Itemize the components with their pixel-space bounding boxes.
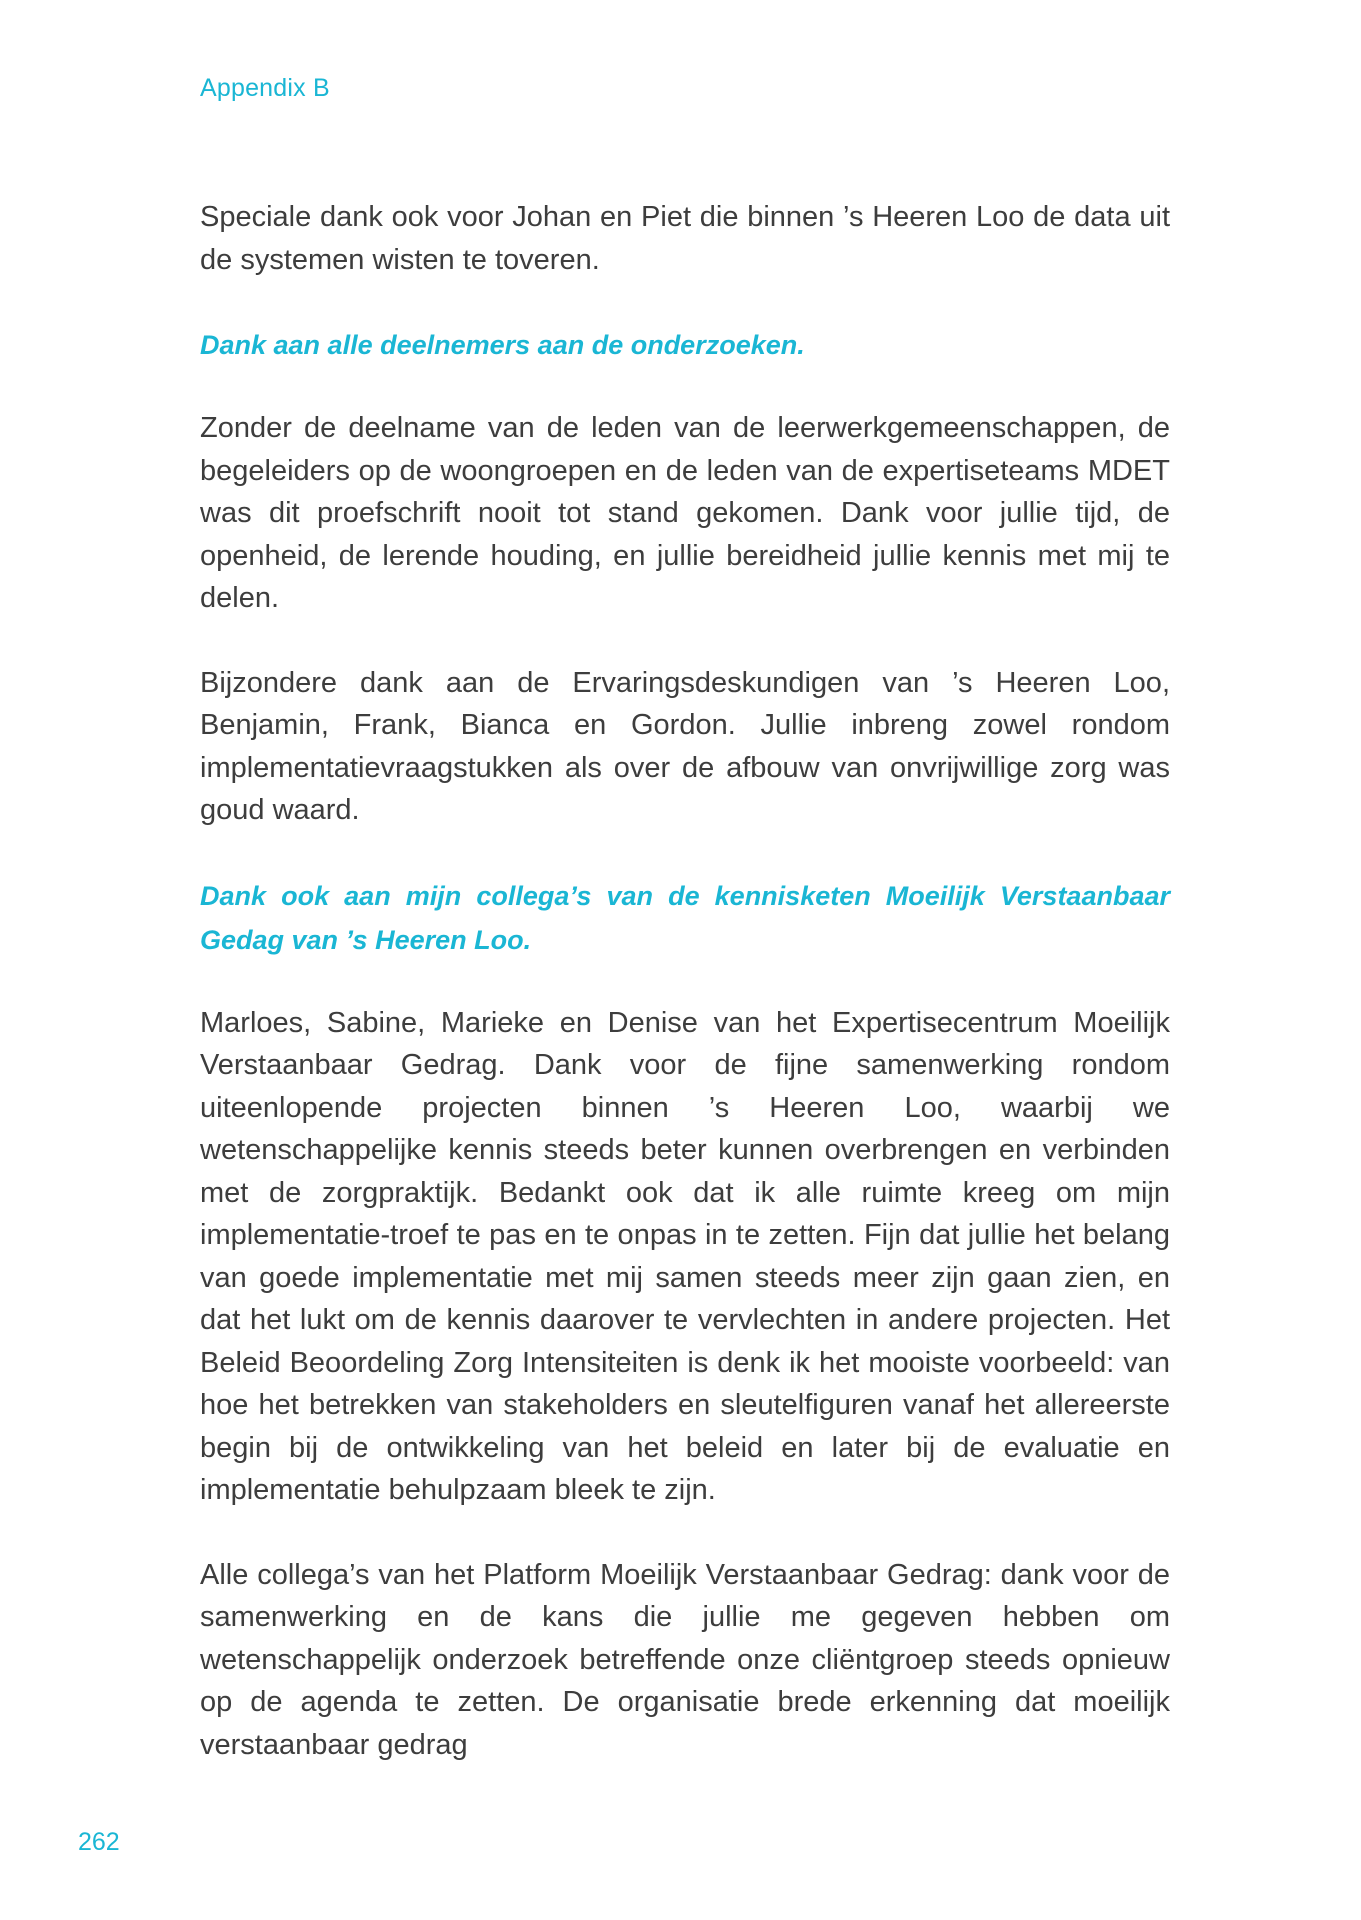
page-number: 262 [78, 1828, 120, 1856]
section-heading-colleagues: Dank ook aan mijn collega’s van de kennisketen Moeilijk Verstaanbaar Gedag van ’s Heeren Loo. [200, 880, 1170, 955]
paragraph-participants: Zonder de deelname van de leden van de leerwerkgemeenschappen, de begeleiders op de woongroepen en de leden van de expertiseteams MDET was dit proefschrift nooit tot stand gekomen. Dank voor jullie tijd, de openheid, de lerende houding, en jullie bereidheid jullie kennis met mij te delen. [200, 412, 1170, 614]
running-header: Appendix B [200, 74, 330, 102]
paragraph-thanks-johan-piet: Speciale dank ook voor Johan en Piet die binnen ’s Heeren Loo de data uit de systemen wisten te toveren. [200, 201, 1170, 276]
section-heading-participants: Dank aan alle deelnemers aan de onderzoeken. [200, 330, 805, 360]
paragraph-experience-experts: Bijzondere dank aan de Ervaringsdeskundigen van ’s Heeren Loo, Benjamin, Frank, Bianca en Gordon. Jullie inbreng zowel rondom implementatievraagstukken als over de afbouw van onvrijwillige zorg was goud waard. [200, 666, 1170, 826]
page-body [200, 196, 1170, 1766]
paragraph-platform: Alle collega’s van het Platform Moeilijk Verstaanbaar Gedrag: dank voor de samenwerking en de kans die jullie me gegeven hebben om wetenschappelijk onderzoek betreffende onze cliëntgroep steeds opnieuw op de agenda te zetten. De organisatie brede erkenning dat moeilijk verstaanbaar gedrag [200, 1558, 1170, 1761]
paragraph-expertise-centre: Marloes, Sabine, Marieke en Denise van het Expertisecentrum Moeilijk Verstaanbaar Gedrag. Dank voor de fijne samenwerking rondom uiteenlopende projecten binnen ’s Heeren Loo, waarbij we wetenschappelijke kennis steeds beter kunnen overbrengen en verbinden met de zorgpraktijk. Bedankt ook dat ik alle ruimte kreeg om mijn implementatie-troef te pas en te onpas in te zetten. Fijn dat jullie het belang van goede implementatie met mij samen steeds meer zijn gaan zien, en dat het lukt om de kennis daarover te vervlechten in andere projecten. Het Beleid Beoordeling Zorg Intensiteiten is denk ik het mooiste voorbeeld: van hoe het betrekken van stakeholders en sleutelfiguren vanaf het allereerste begin bij de ontwikkeling van het beleid en later bij de evaluatie en implementatie behulpzaam bleek te zijn. [200, 1006, 1170, 1506]
